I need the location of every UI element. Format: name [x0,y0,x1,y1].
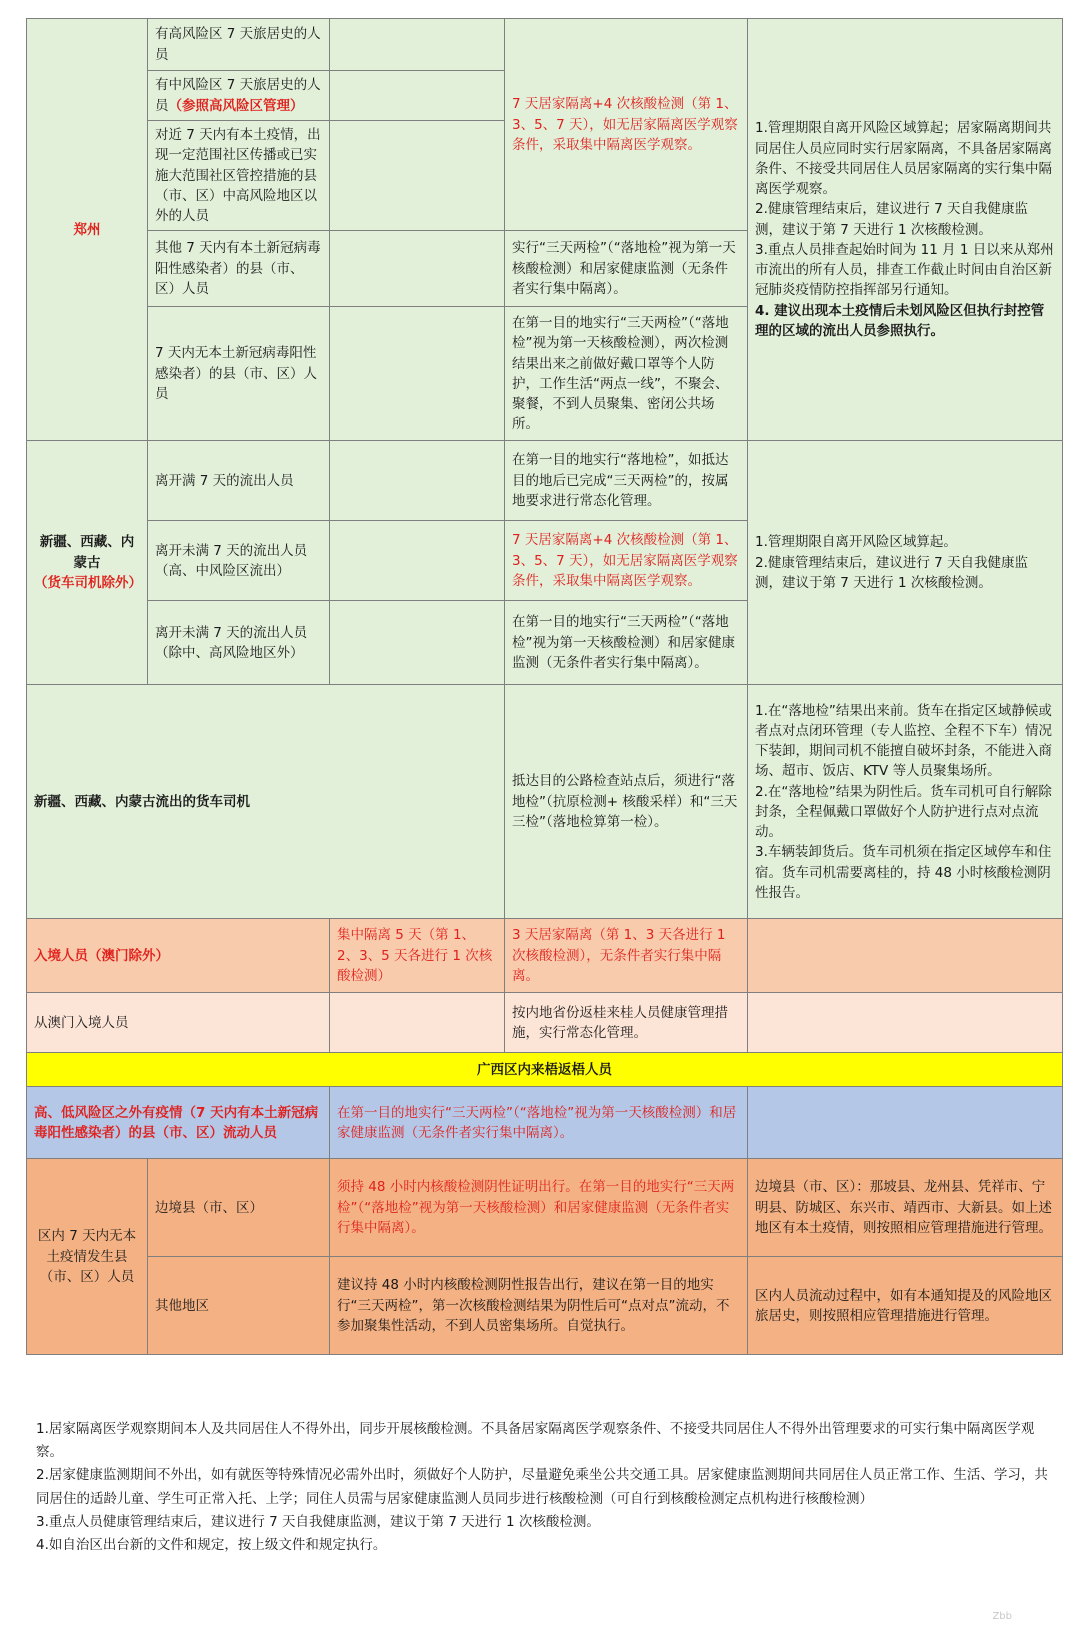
zz-note-4: 4. 建议出现本土疫情后未划风险区但执行封控管理的区域的流出人员参照执行。 [755,302,1045,339]
inbound-empty-note [748,919,1063,993]
zz-empty-cell-2 [330,71,505,121]
footnotes [36,1418,1056,1557]
xj-cat-under7-risk: 离开未满 7 天的流出人员（高、中风险区流出） [148,521,330,601]
gx-border-measure: 须持 48 小时内核酸检测阴性证明出行。在第一目的地实行“三天两检”（“落地检”视为第一天核酸检测）和居家健康监测（无条件者实行集中隔离）。 [330,1159,748,1257]
inbound-measure-central: 集中隔离 5 天（第 1、2、3、5 天各进行 1 次核酸检测） [330,919,505,993]
gx-border-label: 边境县（市、区） [148,1159,330,1257]
zz-cat-no-positive: 7 天内无本土新冠病毒阳性感染者）的县（市、区）人员 [148,307,330,441]
zz-note-1: 1.管理期限自离开风险区域算起；居家隔离期间共同居住人员应同时实行居家隔离，不具备居家隔离条件、不接受共同居住人员居家隔离的实行集中隔离医学观察。 [755,120,1052,197]
macau-empty-cell [330,993,505,1053]
xj-measure-under7-other: 在第一目的地实行“三天两检”（“落地检”视为第一天核酸检测）和居家健康监测（无条件者实行集中隔离）。 [505,601,748,685]
guangxi-header: 广西区内来梧返梧人员 [27,1053,1063,1087]
zz-measure-first-dest: 在第一目的地实行“三天两检”（“落地检”视为第一天核酸检测），两次检测结果出来之前做好戴口罩等个人防护，工作生活“两点一线”，不聚会、聚餐，不到人员聚集、密闭公共场所。 [505,307,748,441]
gx-border-note: 边境县（市、区）：那坡县、龙州县、凭祥市、宁明县、防城区、东兴市、靖西市、大新县。如上述地区有本土疫情，则按照相应管理措施进行管理。 [748,1159,1063,1257]
policy-table [26,18,1063,1355]
xj-measure-under7-risk: 7 天居家隔离+4 次核酸检测（第 1、3、5、7 天），如无居家隔离医学观察条件，采取集中隔离医学观察。 [505,521,748,601]
macau-category: 从澳门入境人员 [27,993,330,1053]
zz-measure-quarantine: 7 天居家隔离+4 次核酸检测（第 1、3、5、7 天），如无居家隔离医学观察条件，采取集中隔离医学观察。 [505,19,748,231]
gx-row-other [27,1257,1063,1355]
xj-note-2: 2.健康管理结束后，建议进行 7 天自我健康监测，建议于第 7 天进行 1 次核酸检测。 [755,554,1029,591]
driver-note-1: 1.在“落地检”结果出来前。货车在指定区域静候或者点对点闭环管理（专人监控、全程不下车）情况下装卸，期间司机不能擅自破坏封条，不能进入商场、超市、饭店、KTV 等人员聚集场所。 [755,702,1052,780]
xj-region-label [27,441,148,685]
gx-epidemic-empty-note [748,1087,1063,1159]
zz-measure-three-two: 实行“三天两检”（“落地检”视为第一天核酸检测）和居家健康监测（无条件者实行集中隔离）。 [505,231,748,307]
watermark: Zbb [992,1611,1012,1622]
guangxi-header-row [27,1053,1063,1087]
driver-measure: 抵达目的公路检查站点后，须进行“落地检”（抗原检测+ 核酸采样）和“三天三检”（落地检算第一检）。 [505,685,748,919]
macau-measure: 按内地省份返桂来桂人员健康管理措施，实行常态化管理。 [505,993,748,1053]
footnote-3: 3.重点人员健康管理结束后，建议进行 7 天自我健康监测，建议于第 7 天进行 1 次核酸检测。 [36,1513,600,1530]
zz-cat-high-risk: 有高风险区 7 天旅居史的人员 [148,19,330,71]
zz-cat-other-positive: 其他 7 天内有本土新冠病毒阳性感染者）的县（市、区）人员 [148,231,330,307]
xj-cat-under7-other: 离开未满 7 天的流出人员（除中、高风险地区外） [148,601,330,685]
macau-row [27,993,1063,1053]
xj-row-over7 [27,441,1063,521]
xj-measure-over7: 在第一目的地实行“落地检”，如抵达目的地后已完成“三天两检”的，按属地要求进行常态化管理。 [505,441,748,521]
driver-note-3: 3.车辆装卸货后。货车司机须在指定区域停车和住宿。货车司机需要离桂的，持 48 小时核酸检测阴性报告。 [755,844,1052,901]
zz-cat-community: 对近 7 天内有本土疫情，出现一定范围社区传播或已实施大范围社区管控措施的县（市、区）中高风险地区以外的人员 [148,121,330,231]
xj-empty-cell-2 [330,521,505,601]
inbound-measure-home: 3 天居家隔离（第 1、3 天各进行 1 次核酸检测），无条件者实行集中隔离。 [505,919,748,993]
zz-note-2: 2.健康管理结束后，建议进行 7 天自我健康监测，建议于第 7 天进行 1 次核酸检测。 [755,201,1029,238]
xj-region-name: 新疆、西藏、内蒙古 [39,534,135,571]
zz-note-3: 3.重点人员排查起始时间为 11 月 1 日以来从郑州市流出的所有人员，排查工作截止时间由自治区新冠肺炎疫情防控指挥部另行通知。 [755,241,1054,299]
xj-region-exclusion: （货车司机除外） [34,574,142,591]
zz-cat-mid-risk-note: （参照高风险区管理） [168,97,304,114]
xj-empty-cell-3 [330,601,505,685]
zz-region-label: 郑州 [27,19,148,441]
gx-row-epidemic-county [27,1087,1063,1159]
gx-epidemic-measure: 在第一目的地实行“三天两检”（“落地检”视为第一天核酸检测）和居家健康监测（无条件者实行集中隔离）。 [330,1087,748,1159]
gx-row-border [27,1159,1063,1257]
zz-cat-mid-risk-text: 有中风险区 7 天旅居史的人员 [155,77,321,114]
zz-empty-cell-4 [330,231,505,307]
driver-note-2: 2.在“落地检”结果为阴性后。货车司机可自行解除封条，全程佩戴口罩做好个人防护进行点对点流动。 [755,783,1052,840]
xj-empty-cell-1 [330,441,505,521]
macau-empty-note [748,993,1063,1053]
gx-no-epidemic-group: 区内 7 天内无本土疫情发生县（市、区）人员 [27,1159,148,1355]
driver-category: 新疆、西藏、内蒙古流出的货车司机 [27,685,505,919]
gx-other-measure: 建议持 48 小时内核酸检测阴性报告出行，建议在第一目的地实行“三天两检”，第一次核酸检测结果为阴性后可“点对点”流动，不参加聚集性活动，不到人员密集场所。自觉执行。 [330,1257,748,1355]
zz-notes [748,19,1063,441]
gx-other-label: 其他地区 [148,1257,330,1355]
inbound-category: 入境人员（澳门除外） [27,919,330,993]
zz-empty-cell-1 [330,19,505,71]
footnote-1: 1.居家隔离医学观察期间本人及共同居住人不得外出，同步开展核酸检测。不具备居家隔离医学观察条件、不接受共同居住人不得外出管理要求的可实行集中隔离医学观察。 [36,1421,1035,1461]
gx-epidemic-category: 高、低风险区之外有疫情（7 天内有本土新冠病毒阳性感染者）的县（市、区）流动人员 [27,1087,330,1159]
zz-empty-cell-5 [330,307,505,441]
footnote-2: 2.居家健康监测期间不外出，如有就医等特殊情况必需外出时，须做好个人防护，尽量避免乘坐公共交通工具。居家健康监测期间共同居住人员正常工作、生活、学习，共同居住的适龄儿童、学生可正常入托、上学；同住人员需与居家健康监测人员同步进行核酸检测（可自行到核酸检测定点机构进行核酸检测） [36,1467,1048,1507]
xj-note-1: 1.管理期限自离开风险区域算起。 [755,534,957,551]
driver-notes [748,685,1063,919]
zz-row-high-risk [27,19,1063,71]
inbound-row [27,919,1063,993]
driver-row [27,685,1063,919]
zz-empty-cell-3 [330,121,505,231]
xj-cat-over7: 离开满 7 天的流出人员 [148,441,330,521]
gx-other-note: 区内人员流动过程中，如有本通知提及的风险地区旅居史，则按照相应管理措施进行管理。 [748,1257,1063,1355]
xj-notes [748,441,1063,685]
zz-cat-mid-risk [148,71,330,121]
footnote-4: 4.如自治区出台新的文件和规定，按上级文件和规定执行。 [36,1537,387,1554]
